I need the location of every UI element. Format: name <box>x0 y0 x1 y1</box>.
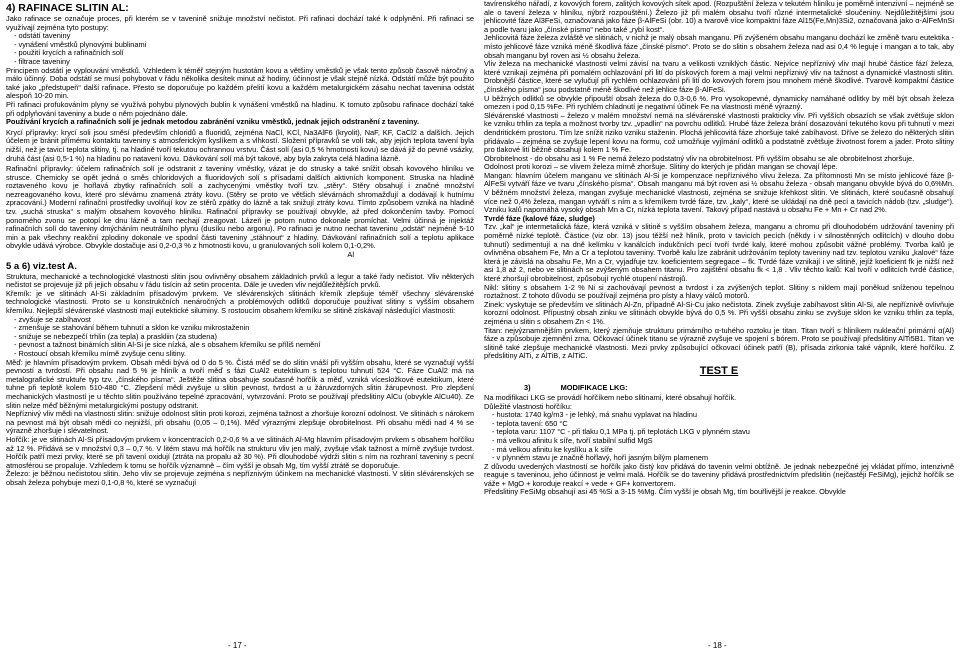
paragraph-zelezo: Železo: je běžnou nečistotou slitin. Jeho vliv se projevuje zejména s nepříznivým účinkem na mechanické vlastnosti. V slitin slévárenských se obsah železa pohybuje mezi 0,1-0,8 %, které se vyznačují <box>6 469 474 487</box>
paragraph-fesimg: Předslitiny FeSiMg obsahují asi 45 %Si a 3-15 %Mg. Čím vyšší je obsah Mg, tím bouřlivější je reakce. Obvykle <box>484 487 846 497</box>
paragraph-kryci-pripravky: Krycí přípravky: krycí soli jsou směsí především chloridů a fluoridů, zejména NaCl, KCl, Na3AlF6 (kryolit), NaF, KF, CaCl2 a dalších. Jejich účelem je bránit přímému kontaktu taveniny s atmosferickým kyslíkem a s vlhkostí. Složení přípravků se volí tak, aby jejich teplota tavení byla nižší, než je tavicí teplota slitiny, tj. na hladině tvoří tekutou ochrannou vrstvu. Část solí (asi 0,5 % hmotnosti kovu) se dává již do pevné vsázky, druhá část (asi 0,5-1 %) na hladinu po natavení kovu. Dávkování solí má být takové, aby byla zakryta celá hladina lázně. <box>6 127 474 163</box>
paragraph-titan: Titan: nejvýznamnějším prvkem, který zjemňuje strukturu primárního α-tuhého roztoku je titan. Titan tvoří s hliníkem nukleační primární α(Al) fáze a způsobuje zjemnění zrna. Očkovací účinek titanu se výrazně zvyšuje ve spojení s bórem. Proto se používají předslitiny AlTi5B1. Titan ve slitině také zlepšuje mechanické vlastnosti. Mezi prvky způsobující očkovací účinek patří (B), přísada zirkonia také vápník, které hořčíku. Z předslitiny AlTi, z AlTiB, z AlTiC. <box>484 325 954 361</box>
list-item: - zvyšuje se zabíhavost <box>14 316 474 325</box>
paragraph-odstati: Principem odstátí je vyplouvání vměstků. Vzhledem k téměř stejným hustotám kovu a většiny vměstků je však tento způsob časově náročný a málo účinný. Doba odstátí se musí pohybovat v řádu několika desítek minut až hodiny, účinnost je však stejně nízká. Odstátí může být použito také jako „předstupeň“ další rafinace. Přesto se doporučuje po každém přelití kovu a každém metalurgickém zásahu nechat tavenina odstát alespoň 10-20 min. <box>6 65 474 101</box>
paragraph-zelezo-cont: tavírenského nářadí, z kovových forem, zalitých kovových sítek apod. (Rozpuštění železa v tekutém hliníku je poměrně intenzivní – nejméně se ale o tavení železa v hliníku, nýbrž rozpouštění.) Železo již při malém obsahu tvoří různé intermetalické sloučeniny. Nejdůležitějšími jsou jehlicovité fáze Al3FeSi, označovaná jako fáze β-AlFeSi (obr. 10) a tvarově více kompaktní fáze Al15(Fe,Mn)3Si2, označovaná jako α-AlFeMnSi a podle tvaru jako „čínské písmo“ nebo také „rybí kost“. <box>484 0 954 34</box>
list-item: - použití krycích a rafinačních solí <box>14 49 474 58</box>
paragraph-vliv-zeleza: Vliv železa na mechanické vlastnosti velmi závisí na tvaru a velikosti vzniklých částic. Nejvíce nepříznivý vliv mají hrubé částice fází železa, které vznikají zejména při pomalém ochlazování při lití do pískových forem a mají velmi nepříznivý vliv na tažnost a dynamické vlastnosti slitin. Drobnější částice, které se vylučují při rychlém ochlazování při lití do kovových forem jsou mnohem méně škodlivé. Tvarově kompaktní částice „čínského písma“ jsou podstatně méně škodlivé než jehlice fáze β-AlFeSi. <box>484 59 954 94</box>
page-number: - 17 - <box>228 641 247 650</box>
list-item: - zmenšuje se stahování během tuhnutí a sklon ke vzniku mikrostaženin <box>14 324 474 333</box>
paragraph-rafinacni-pripravky: Rafinační přípravky: účelem rafinačních solí je odstranit z taveniny vměstky, vázat je do strusky a také snížit obsah kovového hliníku ve strusce. Chemicky se opět jedná o směs chloridových a fluoridových solí s přísadami dalších aktivních komponent. Struska na hladině roztaveného kovu je hořlavá zbytky rafinačních solí a zachycenými vměstky tvoří tzv. „stěry“. Stěry obsahují i značné množství nezreagovaného kovu, které pro slévárnu znamená ztráty kovu. (Stěry se proto ve většich slévárnách shromažďují a dodávají k hutnímu zpracování.) Moderní rafinační prostředky uvolňují kov ze stěrů zpátky do lázně a tak snižují ztráty kovu. Tímto způsobem vzniká na hladině tzv. „suchá struska“ s malým obsahem kovového hliníku. Rafinační přípravky se používají obvykle, až před dokončením tavby. Pomocí ponorného zvonu se potopí ke dnu lázně a tam nechají zreagovat. Lázeň je potom nutno dokonale promíchat. Velmi účinná je injektáž rafinačních solí do taveniny dmýcháním neutrálního plynu (dusíku nebo argonu). Po rafinaci je nutno nechat taveninu „odstát“ nejméně 5-10 min a pak všechny reakční zplodiny dokonale ve spodní části taveniny „stáhnout“ z hladiny. Dávkování rafinačních solí a teplotu aplikace obvykle udává výrobce. Obvykle dostačuje asi 0,2-0,3 % z hmotnosti kovu, u granulovaných solí kolem 0,1-0,2%. <box>6 164 474 251</box>
page-number: - 18 - <box>708 641 727 650</box>
list-item: - teplota tavení: 650 °C <box>492 420 954 429</box>
mg-props-title: Důležité vlastnosti hořčíku: <box>484 401 572 411</box>
section-5-6-title: 5 a 6) viz.test A. <box>6 260 77 272</box>
paragraph-zinek: Zinek: vyskytuje se především ve slitinách Al-Zn, případně Al-Si-Cu jako nečistota. Zinek zvyšuje zabíhavost slitin Al-Si, ale nepříznivě ovlivňuje korozní odolnost. Přípustný obsah zinku ve slitinách obvykle bývá do 0,5 %. Při vyšší obsahu zinku se zvyšuje sklon ke vzniku trhlin za tepla, zejména u slitin s obsahem Zn < 1%. <box>484 299 954 326</box>
paragraph-nikl: Nikl: slitiny s obsahem 1-2 % Ni si zachovávají pevnost a tvrdost i za zvýšených teplot. Slitiny s niklem mají poněkud sníženou tepelnou roztažnost. Z tohoto důvodu se používají zejména pro písty a hlavy válců motorů. <box>484 282 954 301</box>
section-heading: 4) RAFINACE SLITIN AL: <box>6 2 129 14</box>
question-title: MODIFIKACE LKG: <box>560 382 628 392</box>
heading-tvrde-faze: Tvrdé fáze (kalové fáze, sludge) <box>484 213 595 223</box>
list-item: - hustota: 1740 kg/m3 - je lehký, má snahu vyplavat na hladinu <box>492 411 954 420</box>
paragraph-med-2: Nepříznivý vliv mědi na vlastnosti slitin: snižuje odolnost slitin proti korozi, zejména tažnost a zhoršuje korozní odolnost. Ve slitinách s nárokem na pevnost má být obsah mědi co nejnižší, při obsahu (0,05 – 0,1%). Měď výraznými zlepšuje obrobitelnost. Při obsahu mědi nad 4 % se výrazně zhoršuje i slévatelnost. <box>6 409 474 436</box>
paragraph-slevarenske: Slévárenské vlastnosti – železo v malém množství nemá na slévárenské vlastnosti prakticky vliv. Při vyšších obsazích se však zvětšuje sklon ke vzniku trhlin za tepla a možnost tvorby tzv. „vpadlin“ na povrchu odlitků. Hrubé fáze železa brání dosazování tekutého kovu při tuhnutí v mezi dendritickém prostoru. Tím lze snížit riziko vzniku staženin. Plochá jehlicovitá fáze zhoršuje také zabíhavost. Dříve se železo do některých slitin přidávalo – zejména se zvyšuje lepení kovu na formu, což umožňuje vyjímání odlitků a podstatně zvětšuje životnost forem a jader. Proto slitiny pro tlakové lití běžně obsahují kolem 1 % Fe. <box>484 110 954 155</box>
list-item: - filtrace taveniny <box>14 58 474 67</box>
paragraph-kal: Tzv. „kal“ je intermetalická fáze, která vzniká v slitině s vyšším obsahem železa, manganu a chromu při dlouhodobém udržování taveniny při poměrně nízké teplotě. Částice (viz obr. 13) jsou těžší než hliník, proto v tavicích pecích (někdy i v silnostěnných odlitcích) v dlouho dobu tuhnutí) sedimentují a na dně kelímku v kanálcích indukčních pecí tvoří tvrdé kaly, které mohou způsobit vážné problémy. Tvorba kalů je ovlivněna obsahem Fe, Mn a Cr a teplotou taveniny. Tvorbě kalu lze zabránit udržováním teploty taveniny nad tzv. teplotou vzniku „kalové“ fáze která je závislá na obsahu Fe, Mn a Cr, vyjadřuje tzv. koeficientem segregace – fk. Tvrdé fáze vznikají i ve slitině, jejíž koeficient fk je nižší než asi 1,8 až 2, nebo ve slitinách se zvýšeným obsahem titanu. Pro zajištění obsahu fk < 1,8 . Vliv těchto kalů: Kal tvoří v odlitcích tvrdé částice, které zhoršují obrobitelnost, způsobují rychlé otupení nástrojů. <box>484 222 954 283</box>
mg-props-list <box>484 411 954 463</box>
test-e-heading: TEST E <box>699 364 739 377</box>
list-item: - snižuje se nebezpečí trhlin (za tepla) a praskliin (za studena) <box>14 333 474 342</box>
paragraph-jehlicovita: Jehlicovitá fáze železa zvláště ve slitinách, v nichž je malý obsah manganu. Při zvýšeném obsahu manganu dochází ke změně tvaru eutektika - místo jehlicové fáze vzniká méně škodlivá fáze „čínské písmo“. Proto se do slitin s obsahem železa nad asi 0,4 % leguje i mangan a to tak, aby obsah manganu byl roven asi ½ obsahu železa. <box>484 33 954 60</box>
list-item: - pevnost a tažnost binárních slitin Al-Si je sice nízká, ale s obsahem křemíku se příliš nemění <box>14 341 474 350</box>
question-3-title <box>524 383 954 392</box>
page-right <box>480 0 960 654</box>
list-item: - Rostoucí obsah křemíku mírně zvyšuje cenu slitiny. <box>14 350 474 359</box>
list-item: - má velkou afinitu k síře, tvoří stabilní sulfid MgS <box>492 437 954 446</box>
paragraph-kryci-soli: Používání krycích a rafinačních solí je jednak metodou zabránění vzniku vměstků, jednak jejich odstranění z taveniny. <box>6 117 420 127</box>
al-mark: Al <box>347 250 354 260</box>
kremik-list <box>6 316 474 359</box>
paragraph-med: Měď: je hlavním přísadovým prvkem. Obsah mědi bývá od 0 do 5 %. Čistá měď se do slitin vnáší při vyšším obsahu, které se vyznačují vyšší pevností a tvrdostí. Při obsahu nad 5 % je hliník a tvoří měď s fázi CuAl2 eutektikum s teplotou tuhnutí 524 °C. Fáze CuAl2 má na metalografické struktuře typ tzv. „čínského písma“. Ještěže slitina obsahuje současně hořčík a měď, vzniká vícesložkové eutektikum, které tuhne při teplotě kolem 510-480 °C. Zlepšení mědi zvyšuje u slitin pevnost, tvrdost a u žáruvzdorných slitin žárupevnost. Pro zlepšení mechanických vlastností je u těchto slitin používáno tepelné zpracování, vytvrzování. Proto se používají předslitiny AlCu (obvykle AlCu40). Ze slitin nelze měď běžnými metalurgickými postupy odstranit. <box>6 357 474 410</box>
paragraph-struktura: Struktura, mechanické a technologické vlastnosti slitin jsou ovlivněny obsahem základních prvků a legur a také řady nečistot. Vliv některých nečistot se projevuje již při jejich obsahu v řádu tisícin až setin procenta. Dále je uveden vliv nejdůležitějších prvků. <box>6 271 474 290</box>
paragraph-kremik: Křemík: je ve slitinách Al-Si základním přísadovým prvkem. Ve slévárenských slitinách křemík zlepšuje téměř všechny slévárenské technologické vlastnosti. Proto se u konstrukčních nenáročných a problémových odlitků doporučuje používat slitiny s vyšším obsahem křemíku. Nejlepší slévárenské vlastnosti mají eutektické siluminy. S rostoucím obsahem křemíku se slitině získávají následující vlastnosti: <box>6 288 474 315</box>
question-number: 3) <box>524 382 531 392</box>
paragraph-intro: Jako rafinace se označuje proces, při kterém se v tavenině snižuje množství nečistot. Při rafinaci dochází také k odplynění. Při rafinaci se využívají zejména tyto postupy: <box>6 14 474 32</box>
paragraph-mg-vliv: Z důvodu uvedených vlastností se hořčík jako čistý kov přidává do tavenin velmi obtížně. Je jednak nebezpečné jej vkládat přímo, intenzivně reaguje s taveninou, jeho účinnost je velmi malá. Hořčík se do taveniny přidává prostřednictvím předslitin (nejčastěji FeSiMg), jejichž hořčík se váže + MgO + koroduje reakcí + vede + GF+ konvertorem. <box>484 461 954 488</box>
paragraph-horcik: Hořčík: je ve slitinách Al-Si přísadovým prvkem v koncentracích 0,2-0,6 % a ve slitinách Al-Mg hlavním přísadovým prvkem s obsahem hořčíku až 12 %. Přidává se v množství 0,3 – 0,7 %. V litém stavu má hořčík na strukturu vliv jen malý, zvyšuje však tažnost a mírně zvyšuje tvrdost. Hořčík patří mezi prvky, které se při tavení oxidují (ztráta na propalu až 30 %). Při dlouhodobé výdrži slitin s ním na rozhraní taveniny s pecní atmosférou se propaluje. Vzhledem k tomu se hořčík významně – čím vyšší je obsah Mg, tím vyšší ztrátě se doporučuje. <box>6 434 474 470</box>
paragraph-obrobitelnost: Obrobitelnost - do obsahu asi 1 % Fe nemá železo podstatný vliv na obrobitelnost. Při vyšším obsahu se ale obrobitelnost zhoršuje. <box>484 153 915 163</box>
paragraph-profukovani: Při rafinaci profukováním plyny se využívá pohybu plynových bublin k vynášení vměstků na hladinu. K tomuto způsobu rafinace dochází také při odplyňování taveniny a bude o něm pojednáno dále. <box>6 99 474 118</box>
list-item: - má velkou afinitu ke kyslíku a k síře <box>492 446 954 455</box>
list-item: - vynášení vměstků plynovými bublinami <box>14 41 474 50</box>
paragraph-modifikace: Na modifikaci LKG se provádí hořčíkem nebo slitinami, které obsahují hořčík. <box>484 392 737 402</box>
paragraph-mangan: Mangan: hlavním účelem manganu ve slitinách Al-Si je kompenzace nepříznivého vlivu železa. Za přítomnosti Mn se místo jehlicové fáze β-AlFeSi vytváří fáze ve tvaru „čínského písma“. Obsah manganu má být roven asi ½ obsahu železa - obsah manganu obvykle bývá do 0,6%Mn. V běžném množství železa, mangan zvyšuje mechanické vlastnosti, zejména se snižuje křehkost slitin. Ve slitinách, které současně obsahují více než 0,4% železa, mangan vytváří s ním a s křemíkem tvrdé fáze, tzv. „kaly“, které se ukládají na dně pecí a tavicích nádob (tzv. „sludge“). Vzniku kalů napomáhá vysoký obsah Mn a Cr, nízká teplota tavení. Takový případ nastává u obsahu Fe + Mn + Cr nad 2%. <box>484 170 954 215</box>
list-item: - teplota varu: 1107 °C - při tlaku 0,1 MPa tj. při teplotách LKG v plynném stavu <box>492 428 954 437</box>
paragraph-koroze: Odolnost proti korozi – se vlivem železa mírně zhoršuje. Slitiny do kterých je přidán mangan se chovají lépe. <box>484 162 838 172</box>
list-item: - odstátí taveniny <box>14 32 474 41</box>
paragraph-odlitky: U běžných odlitků se obvykle připouští obsah železa do 0,3-0,6 %. Pro vysokopevné, dynamicky namáhané odlitky by měl být obsah železa omezen i pod 0,15 %Fe. Při rychlém chladnutí je negativní účinek Fe na vlastnosti méně výrazný. <box>484 93 954 112</box>
methods-list <box>6 32 474 66</box>
list-item: - v plynném stavu je značně hořlavý, hoří jasným bílým plamenem <box>492 454 954 463</box>
